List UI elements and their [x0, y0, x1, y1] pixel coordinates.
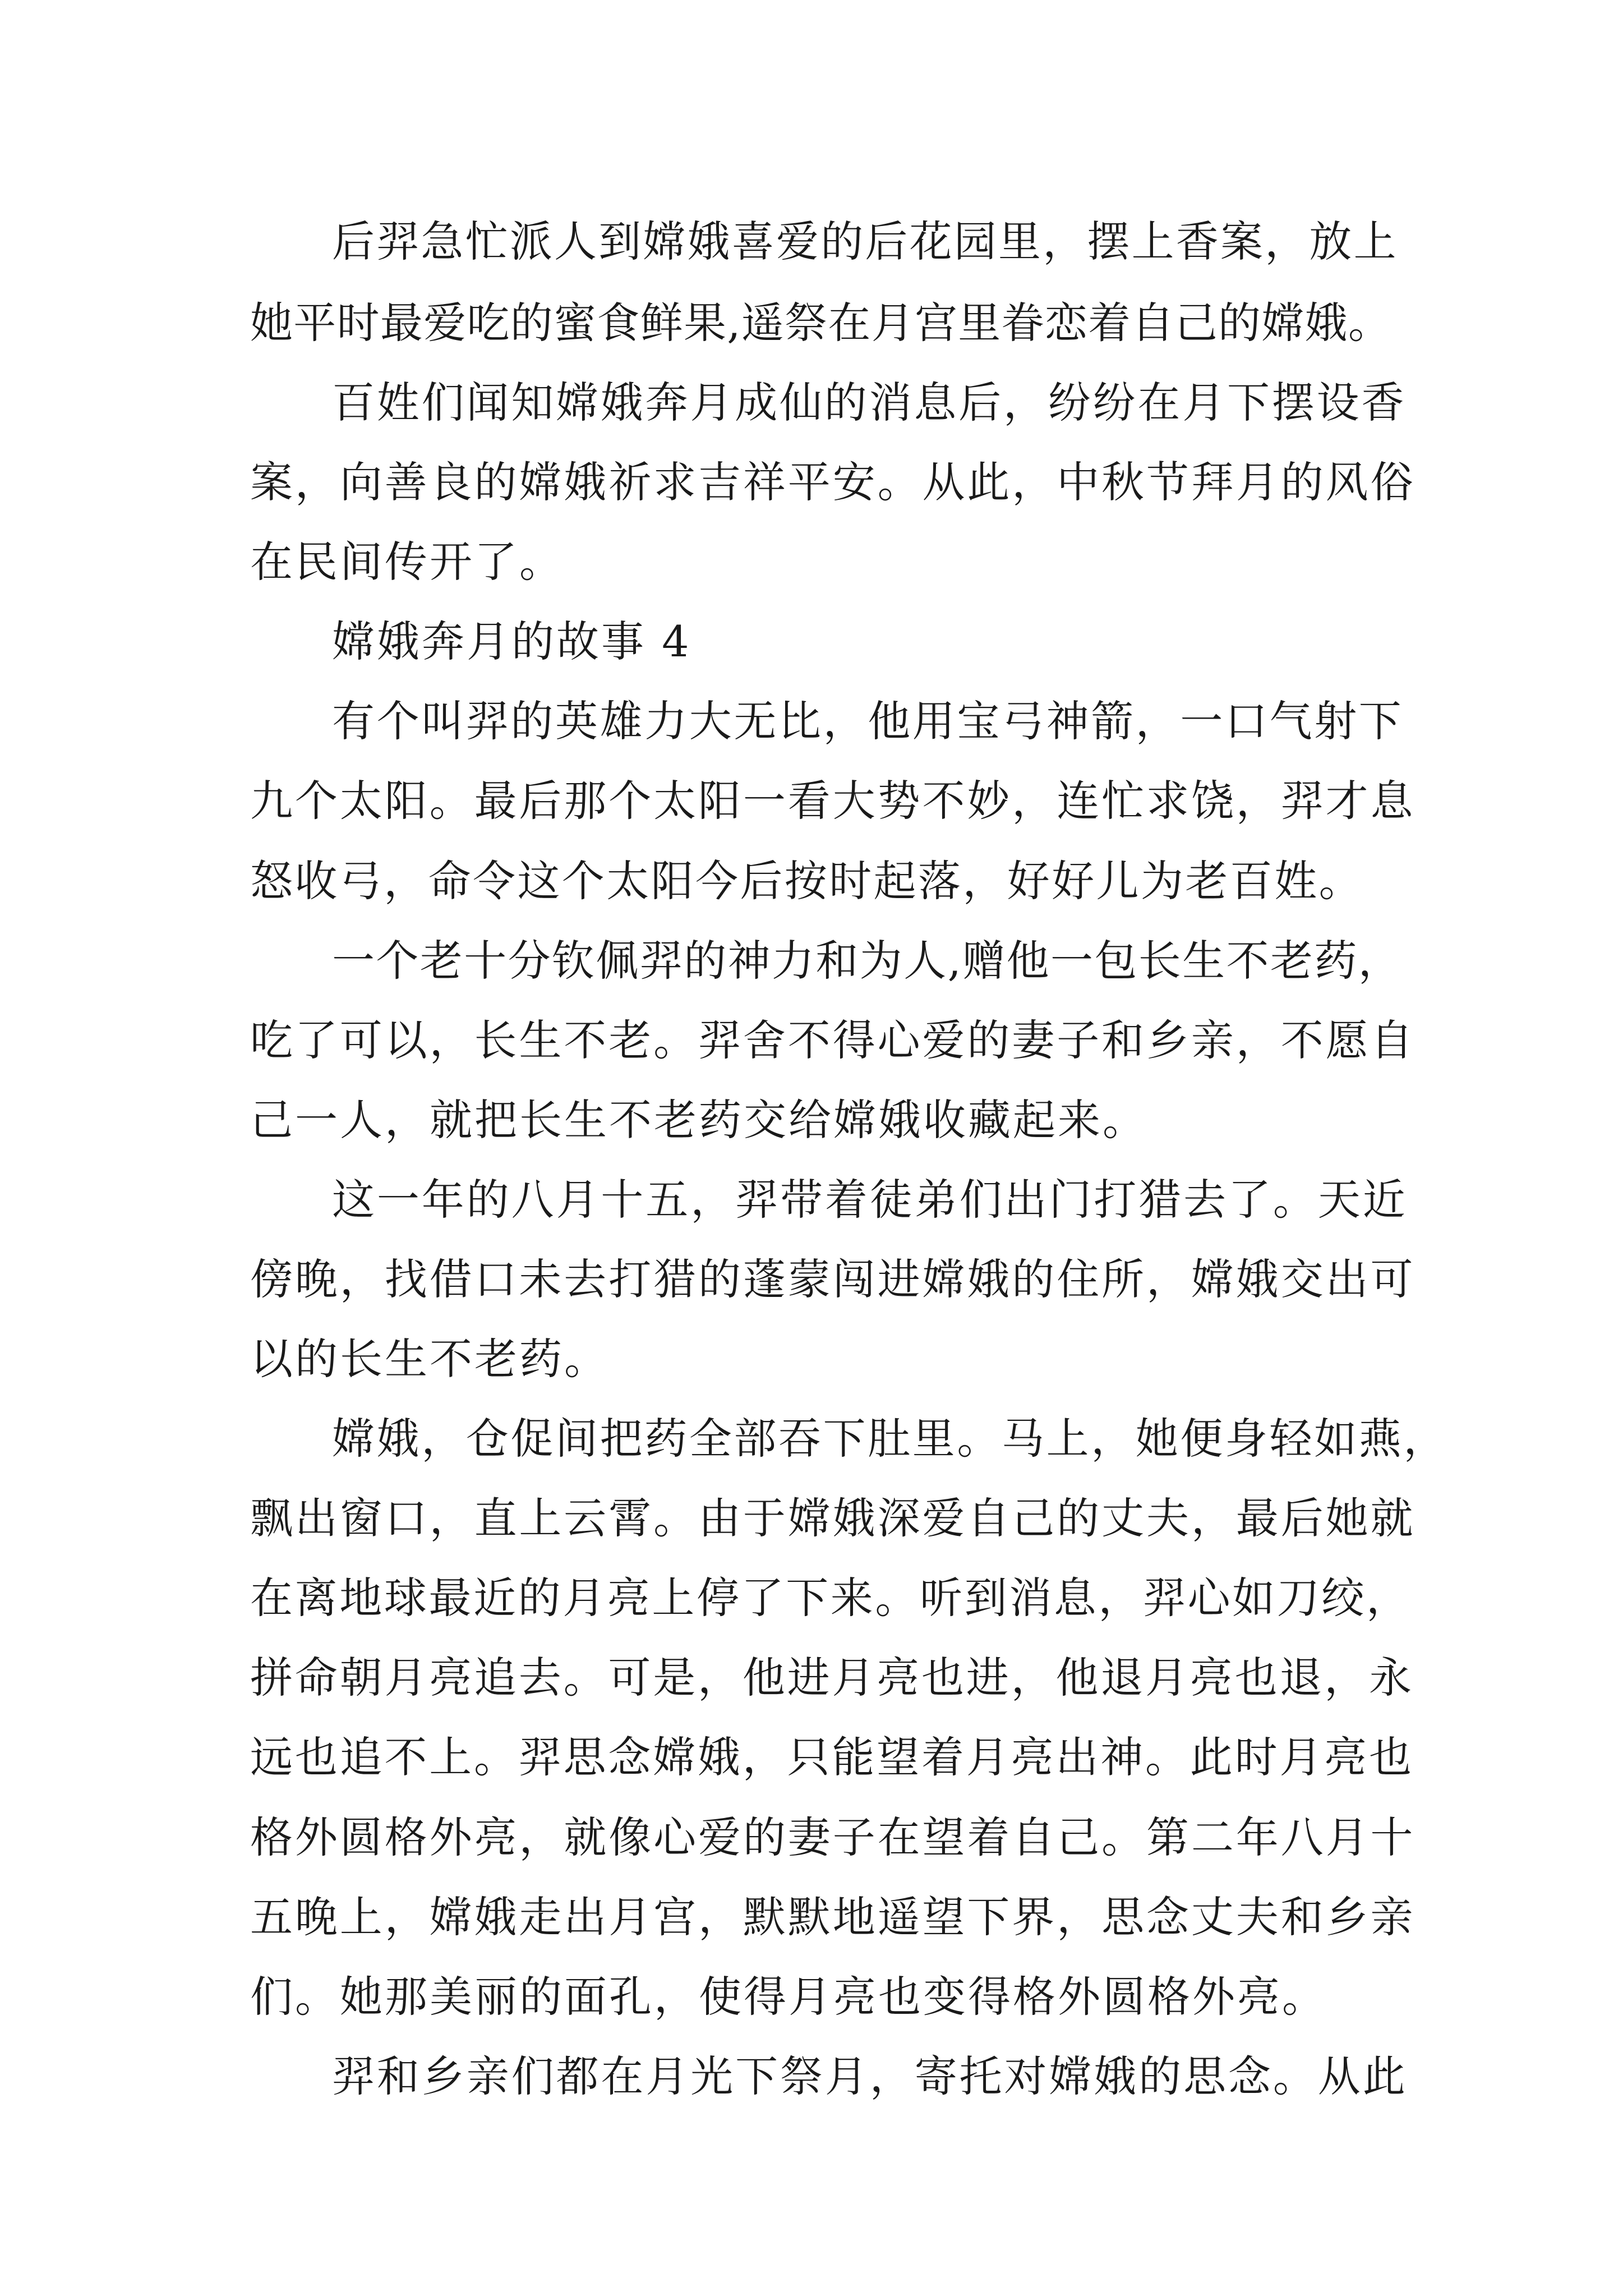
- text-line: 们。她那美丽的面孔，使得月亮也变得格外圆格外亮。: [250, 1972, 1327, 2022]
- text-line: 有个叫羿的英雄力大无比，他用宝弓神箭，一口气射下: [332, 696, 1404, 746]
- text-line: 飘出窗口，直上云霄。由于嫦娥深爱自己的丈夫，最后她就: [250, 1493, 1415, 1543]
- text-line: 案，向善良的嫦娥祈求吉祥平安。从此，中秋节拜月的风俗: [250, 457, 1415, 507]
- text-line: 百姓们闻知嫦娥奔月成仙的消息后，纷纷在月下摆设香: [332, 378, 1407, 427]
- text-line: 五晚上，嫦娥走出月宫，默默地遥望下界，思念丈夫和乡亲: [250, 1892, 1415, 1942]
- text-line: 在民间传开了。: [250, 537, 564, 587]
- text-line: 傍晚，找借口未去打猎的蓬蒙闯进嫦娥的住所，嫦娥交出可: [250, 1254, 1415, 1304]
- text-line: 这一年的八月十五，羿带着徒弟们出门打猎去了。天近: [332, 1175, 1408, 1225]
- text-line: 一个老十分钦佩羿的神力和为人,赠他一包长生不老药，: [332, 936, 1403, 986]
- text-line: 格外圆格外亮，就像心爱的妻子在望着自己。第二年八月十: [250, 1812, 1415, 1862]
- text-line: 九个太阳。最后那个太阳一看大势不妙，连忙求饶，羿才息: [250, 776, 1415, 826]
- text-line: 怒收弓，命令这个太阳今后按时起落，好好儿为老百姓。: [250, 856, 1363, 906]
- text-line: 己一人，就把长生不老药交给嫦娥收藏起来。: [250, 1095, 1147, 1145]
- text-line: 羿和乡亲们都在月光下祭月，寄托对嫦娥的思念。从此: [332, 2051, 1408, 2101]
- text-line: 嫦娥，仓促间把药全部吞下肚里。马上，她便身轻如燕，: [332, 1414, 1448, 1464]
- text-line: 以的长生不老药。: [250, 1334, 609, 1384]
- text-line: 远也追不上。羿思念嫦娥，只能望着月亮出神。此时月亮也: [250, 1732, 1414, 1782]
- text-line: 吃了可以，长生不老。羿舍不得心爱的妻子和乡亲，不愿自: [250, 1015, 1415, 1065]
- text-line: 在离地球最近的月亮上停了下来。听到消息，羿心如刀绞，: [250, 1573, 1411, 1623]
- text-line: 后羿急忙派人到嫦娥喜爱的后花园里，摆上香案，放上: [332, 217, 1398, 266]
- section-heading: 嫦娥奔月的故事 4: [332, 616, 691, 666]
- text-line: 拼命朝月亮追去。可是，他进月亮也进，他退月亮也退，永: [250, 1653, 1414, 1703]
- text-line: 她平时最爱吃的蜜食鲜果,遥祭在月宫里眷恋着自己的嫦娥。: [250, 298, 1392, 348]
